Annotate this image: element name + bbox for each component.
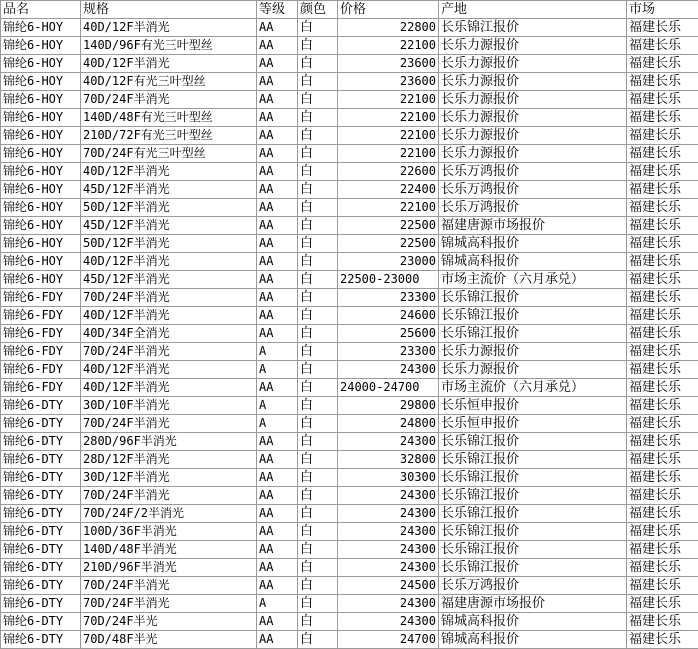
cell-origin[interactable]: 锦城高科报价 bbox=[439, 235, 627, 253]
cell-price[interactable]: 24500 bbox=[338, 577, 439, 595]
table-row bbox=[1, 271, 698, 289]
cell-origin[interactable]: 长乐力源报价 bbox=[439, 55, 627, 73]
cell-price[interactable]: 24000-24700 bbox=[338, 379, 439, 397]
cell-price[interactable]: 22500 bbox=[338, 217, 439, 235]
cell-name[interactable]: 锦纶6-HOY bbox=[1, 73, 81, 91]
cell-market[interactable]: 福建长乐 bbox=[627, 235, 698, 253]
cell-color[interactable]: 白 bbox=[298, 595, 338, 613]
cell-grade[interactable]: AA bbox=[257, 181, 298, 199]
cell-spec[interactable]: 140D/96F有光三叶型丝 bbox=[81, 37, 257, 55]
table-row bbox=[1, 109, 698, 127]
cell-name[interactable]: 锦纶6-DTY bbox=[1, 469, 81, 487]
table-row bbox=[1, 73, 698, 91]
cell-spec[interactable]: 70D/24F/2半消光 bbox=[81, 505, 257, 523]
cell-grade[interactable]: AA bbox=[257, 127, 298, 145]
cell-origin[interactable]: 长乐锦江报价 bbox=[439, 487, 627, 505]
cell-spec[interactable]: 70D/48F半光 bbox=[81, 631, 257, 649]
cell-grade[interactable]: A bbox=[257, 343, 298, 361]
cell-market[interactable]: 福建长乐 bbox=[627, 127, 698, 145]
cell-spec[interactable]: 70D/24F半光 bbox=[81, 613, 257, 631]
cell-spec[interactable]: 140D/48F半消光 bbox=[81, 541, 257, 559]
cell-name[interactable]: 锦纶6-HOY bbox=[1, 91, 81, 109]
cell-market[interactable]: 福建长乐 bbox=[627, 595, 698, 613]
cell-market[interactable]: 福建长乐 bbox=[627, 523, 698, 541]
cell-market[interactable]: 福建长乐 bbox=[627, 577, 698, 595]
cell-origin[interactable]: 长乐力源报价 bbox=[439, 91, 627, 109]
table-row bbox=[1, 397, 698, 415]
cell-name[interactable]: 锦纶6-FDY bbox=[1, 361, 81, 379]
cell-color[interactable]: 白 bbox=[298, 487, 338, 505]
cell-color[interactable]: 白 bbox=[298, 361, 338, 379]
cell-grade[interactable]: AA bbox=[257, 523, 298, 541]
cell-market[interactable]: 福建长乐 bbox=[627, 451, 698, 469]
cell-name[interactable]: 锦纶6-HOY bbox=[1, 253, 81, 271]
cell-color[interactable]: 白 bbox=[298, 109, 338, 127]
cell-price[interactable]: 32800 bbox=[338, 451, 439, 469]
table-row bbox=[1, 433, 698, 451]
table-row bbox=[1, 487, 698, 505]
table-row bbox=[1, 415, 698, 433]
cell-market[interactable]: 福建长乐 bbox=[627, 433, 698, 451]
cell-origin[interactable]: 长乐锦江报价 bbox=[439, 325, 627, 343]
cell-market[interactable]: 福建长乐 bbox=[627, 199, 698, 217]
cell-price[interactable]: 24300 bbox=[338, 541, 439, 559]
cell-origin[interactable]: 锦城高科报价 bbox=[439, 631, 627, 649]
cell-name[interactable]: 锦纶6-DTY bbox=[1, 559, 81, 577]
cell-market[interactable]: 福建长乐 bbox=[627, 109, 698, 127]
cell-spec[interactable]: 45D/12F半消光 bbox=[81, 271, 257, 289]
cell-origin[interactable]: 长乐恒申报价 bbox=[439, 415, 627, 433]
table-row bbox=[1, 631, 698, 649]
table-row bbox=[1, 451, 698, 469]
cell-name[interactable]: 锦纶6-DTY bbox=[1, 595, 81, 613]
cell-name[interactable]: 锦纶6-HOY bbox=[1, 163, 81, 181]
cell-name[interactable]: 锦纶6-DTY bbox=[1, 541, 81, 559]
cell-spec[interactable]: 70D/24F有光三叶型丝 bbox=[81, 145, 257, 163]
cell-spec[interactable]: 70D/24F半消光 bbox=[81, 577, 257, 595]
cell-price[interactable]: 22100 bbox=[338, 91, 439, 109]
cell-market[interactable]: 福建长乐 bbox=[627, 631, 698, 649]
cell-spec[interactable]: 70D/24F半消光 bbox=[81, 343, 257, 361]
cell-origin[interactable]: 长乐力源报价 bbox=[439, 343, 627, 361]
cell-price[interactable]: 23600 bbox=[338, 73, 439, 91]
header-name[interactable]: 品名 bbox=[1, 1, 81, 19]
cell-grade[interactable]: AA bbox=[257, 307, 298, 325]
cell-spec[interactable]: 45D/12F半消光 bbox=[81, 181, 257, 199]
cell-price[interactable]: 24300 bbox=[338, 505, 439, 523]
cell-grade[interactable]: A bbox=[257, 595, 298, 613]
cell-market[interactable]: 福建长乐 bbox=[627, 361, 698, 379]
cell-origin[interactable]: 长乐锦江报价 bbox=[439, 289, 627, 307]
cell-price[interactable]: 22100 bbox=[338, 145, 439, 163]
cell-price[interactable]: 22500-23000 bbox=[338, 271, 439, 289]
cell-origin[interactable]: 长乐恒申报价 bbox=[439, 397, 627, 415]
table-row bbox=[1, 559, 698, 577]
cell-grade[interactable]: AA bbox=[257, 289, 298, 307]
cell-market[interactable]: 福建长乐 bbox=[627, 217, 698, 235]
cell-color[interactable]: 白 bbox=[298, 181, 338, 199]
cell-color[interactable]: 白 bbox=[298, 559, 338, 577]
cell-color[interactable]: 白 bbox=[298, 541, 338, 559]
cell-grade[interactable]: AA bbox=[257, 325, 298, 343]
cell-grade[interactable]: AA bbox=[257, 235, 298, 253]
cell-name[interactable]: 锦纶6-HOY bbox=[1, 145, 81, 163]
cell-name[interactable]: 锦纶6-DTY bbox=[1, 505, 81, 523]
cell-spec[interactable]: 40D/12F半消光 bbox=[81, 253, 257, 271]
cell-name[interactable]: 锦纶6-FDY bbox=[1, 289, 81, 307]
cell-name[interactable]: 锦纶6-DTY bbox=[1, 613, 81, 631]
cell-name[interactable]: 锦纶6-HOY bbox=[1, 181, 81, 199]
cell-spec[interactable]: 28D/12F半消光 bbox=[81, 451, 257, 469]
cell-name[interactable]: 锦纶6-HOY bbox=[1, 199, 81, 217]
cell-spec[interactable]: 45D/12F半消光 bbox=[81, 217, 257, 235]
cell-origin[interactable]: 福建唐源市场报价 bbox=[439, 217, 627, 235]
cell-name[interactable]: 锦纶6-DTY bbox=[1, 631, 81, 649]
table-row bbox=[1, 19, 698, 37]
cell-color[interactable]: 白 bbox=[298, 343, 338, 361]
cell-grade[interactable]: AA bbox=[257, 163, 298, 181]
table-row bbox=[1, 343, 698, 361]
cell-price[interactable]: 25600 bbox=[338, 325, 439, 343]
cell-color[interactable]: 白 bbox=[298, 127, 338, 145]
cell-name[interactable]: 锦纶6-DTY bbox=[1, 451, 81, 469]
cell-grade[interactable]: AA bbox=[257, 271, 298, 289]
table-row bbox=[1, 37, 698, 55]
table-row bbox=[1, 235, 698, 253]
cell-grade[interactable]: AA bbox=[257, 559, 298, 577]
cell-market[interactable]: 福建长乐 bbox=[627, 379, 698, 397]
cell-price[interactable]: 22100 bbox=[338, 109, 439, 127]
cell-name[interactable]: 锦纶6-DTY bbox=[1, 487, 81, 505]
cell-grade[interactable]: AA bbox=[257, 451, 298, 469]
cell-grade[interactable]: A bbox=[257, 361, 298, 379]
cell-grade[interactable]: AA bbox=[257, 433, 298, 451]
cell-grade[interactable]: AA bbox=[257, 37, 298, 55]
cell-color[interactable]: 白 bbox=[298, 19, 338, 37]
cell-spec[interactable]: 70D/24F半消光 bbox=[81, 415, 257, 433]
cell-price[interactable]: 24300 bbox=[338, 595, 439, 613]
cell-price[interactable]: 23600 bbox=[338, 55, 439, 73]
cell-name[interactable]: 锦纶6-DTY bbox=[1, 577, 81, 595]
cell-origin[interactable]: 锦城高科报价 bbox=[439, 613, 627, 631]
cell-color[interactable]: 白 bbox=[298, 217, 338, 235]
cell-origin[interactable]: 长乐万鸿报价 bbox=[439, 181, 627, 199]
cell-market[interactable]: 福建长乐 bbox=[627, 325, 698, 343]
cell-market[interactable]: 福建长乐 bbox=[627, 307, 698, 325]
cell-color[interactable]: 白 bbox=[298, 433, 338, 451]
cell-price[interactable]: 24300 bbox=[338, 433, 439, 451]
cell-spec[interactable]: 70D/24F半消光 bbox=[81, 91, 257, 109]
cell-origin[interactable]: 长乐锦江报价 bbox=[439, 433, 627, 451]
cell-origin[interactable]: 长乐力源报价 bbox=[439, 109, 627, 127]
cell-origin[interactable]: 长乐力源报价 bbox=[439, 37, 627, 55]
cell-color[interactable]: 白 bbox=[298, 145, 338, 163]
cell-color[interactable]: 白 bbox=[298, 451, 338, 469]
cell-origin[interactable]: 长乐锦江报价 bbox=[439, 451, 627, 469]
cell-name[interactable]: 锦纶6-DTY bbox=[1, 415, 81, 433]
cell-origin[interactable]: 长乐万鸿报价 bbox=[439, 163, 627, 181]
cell-name[interactable]: 锦纶6-FDY bbox=[1, 343, 81, 361]
cell-spec[interactable]: 40D/12F半消光 bbox=[81, 19, 257, 37]
cell-market[interactable]: 福建长乐 bbox=[627, 73, 698, 91]
cell-origin[interactable]: 长乐万鸿报价 bbox=[439, 199, 627, 217]
table-row bbox=[1, 505, 698, 523]
cell-name[interactable]: 锦纶6-DTY bbox=[1, 433, 81, 451]
cell-spec[interactable]: 210D/72F有光三叶型丝 bbox=[81, 127, 257, 145]
cell-name[interactable]: 锦纶6-DTY bbox=[1, 397, 81, 415]
cell-color[interactable]: 白 bbox=[298, 631, 338, 649]
cell-origin[interactable]: 长乐力源报价 bbox=[439, 127, 627, 145]
cell-grade[interactable]: AA bbox=[257, 145, 298, 163]
table-row bbox=[1, 217, 698, 235]
cell-name[interactable]: 锦纶6-HOY bbox=[1, 235, 81, 253]
cell-origin[interactable]: 长乐力源报价 bbox=[439, 145, 627, 163]
header-price[interactable]: 价格 bbox=[338, 1, 439, 19]
table-row bbox=[1, 181, 698, 199]
cell-color[interactable]: 白 bbox=[298, 613, 338, 631]
cell-color[interactable]: 白 bbox=[298, 415, 338, 433]
cell-color[interactable]: 白 bbox=[298, 271, 338, 289]
cell-origin[interactable]: 市场主流价（六月承兑） bbox=[439, 379, 627, 397]
cell-name[interactable]: 锦纶6-FDY bbox=[1, 325, 81, 343]
cell-origin[interactable]: 锦城高科报价 bbox=[439, 253, 627, 271]
cell-origin[interactable]: 长乐锦江报价 bbox=[439, 505, 627, 523]
cell-price[interactable]: 24300 bbox=[338, 361, 439, 379]
cell-market[interactable]: 福建长乐 bbox=[627, 487, 698, 505]
table-row bbox=[1, 469, 698, 487]
cell-price[interactable]: 22600 bbox=[338, 163, 439, 181]
table-row bbox=[1, 541, 698, 559]
cell-spec[interactable]: 280D/96F半消光 bbox=[81, 433, 257, 451]
cell-name[interactable]: 锦纶6-HOY bbox=[1, 55, 81, 73]
cell-price[interactable]: 24800 bbox=[338, 415, 439, 433]
cell-grade[interactable]: AA bbox=[257, 379, 298, 397]
cell-grade[interactable]: AA bbox=[257, 577, 298, 595]
cell-color[interactable]: 白 bbox=[298, 325, 338, 343]
cell-market[interactable]: 福建长乐 bbox=[627, 415, 698, 433]
cell-price[interactable]: 22800 bbox=[338, 19, 439, 37]
cell-market[interactable]: 福建长乐 bbox=[627, 397, 698, 415]
table-row bbox=[1, 127, 698, 145]
cell-market[interactable]: 福建长乐 bbox=[627, 37, 698, 55]
cell-color[interactable]: 白 bbox=[298, 289, 338, 307]
table-row bbox=[1, 325, 698, 343]
cell-name[interactable]: 锦纶6-HOY bbox=[1, 37, 81, 55]
cell-market[interactable]: 福建长乐 bbox=[627, 343, 698, 361]
cell-price[interactable]: 22100 bbox=[338, 127, 439, 145]
header-spec[interactable]: 规格 bbox=[81, 1, 257, 19]
cell-origin[interactable]: 长乐锦江报价 bbox=[439, 541, 627, 559]
cell-spec[interactable]: 30D/12F半消光 bbox=[81, 469, 257, 487]
header-color[interactable]: 颜色 bbox=[298, 1, 338, 19]
cell-color[interactable]: 白 bbox=[298, 505, 338, 523]
cell-spec[interactable]: 40D/12F半消光 bbox=[81, 307, 257, 325]
cell-grade[interactable]: AA bbox=[257, 73, 298, 91]
cell-grade[interactable]: AA bbox=[257, 487, 298, 505]
cell-origin[interactable]: 长乐锦江报价 bbox=[439, 559, 627, 577]
cell-price[interactable]: 24300 bbox=[338, 523, 439, 541]
cell-price[interactable]: 24600 bbox=[338, 307, 439, 325]
cell-origin[interactable]: 市场主流价（六月承兑） bbox=[439, 271, 627, 289]
cell-price[interactable]: 24300 bbox=[338, 559, 439, 577]
cell-market[interactable]: 福建长乐 bbox=[627, 181, 698, 199]
cell-grade[interactable]: AA bbox=[257, 631, 298, 649]
cell-grade[interactable]: AA bbox=[257, 613, 298, 631]
cell-price[interactable]: 22500 bbox=[338, 235, 439, 253]
cell-spec[interactable]: 40D/12F半消光 bbox=[81, 379, 257, 397]
cell-spec[interactable]: 50D/12F半消光 bbox=[81, 235, 257, 253]
cell-spec[interactable]: 40D/12F有光三叶型丝 bbox=[81, 73, 257, 91]
table-row bbox=[1, 379, 698, 397]
cell-spec[interactable]: 70D/24F半消光 bbox=[81, 289, 257, 307]
header-row bbox=[1, 1, 698, 19]
cell-price[interactable]: 22100 bbox=[338, 199, 439, 217]
cell-price[interactable]: 22400 bbox=[338, 181, 439, 199]
table-body bbox=[1, 19, 698, 649]
cell-color[interactable]: 白 bbox=[298, 379, 338, 397]
cell-grade[interactable]: AA bbox=[257, 505, 298, 523]
cell-name[interactable]: 锦纶6-FDY bbox=[1, 307, 81, 325]
cell-spec[interactable]: 140D/48F有光三叶型丝 bbox=[81, 109, 257, 127]
cell-color[interactable]: 白 bbox=[298, 163, 338, 181]
cell-origin[interactable]: 长乐锦江报价 bbox=[439, 307, 627, 325]
cell-grade[interactable]: A bbox=[257, 415, 298, 433]
cell-market[interactable]: 福建长乐 bbox=[627, 289, 698, 307]
header-market[interactable]: 市场 bbox=[627, 1, 698, 19]
table-row bbox=[1, 163, 698, 181]
cell-name[interactable]: 锦纶6-HOY bbox=[1, 217, 81, 235]
cell-spec[interactable]: 40D/12F半消光 bbox=[81, 163, 257, 181]
cell-grade[interactable]: AA bbox=[257, 91, 298, 109]
cell-color[interactable]: 白 bbox=[298, 577, 338, 595]
cell-market[interactable]: 福建长乐 bbox=[627, 91, 698, 109]
cell-origin[interactable]: 长乐锦江报价 bbox=[439, 19, 627, 37]
table-row bbox=[1, 253, 698, 271]
table-row bbox=[1, 199, 698, 217]
cell-color[interactable]: 白 bbox=[298, 55, 338, 73]
cell-origin[interactable]: 长乐力源报价 bbox=[439, 73, 627, 91]
cell-price[interactable]: 24700 bbox=[338, 631, 439, 649]
cell-color[interactable]: 白 bbox=[298, 199, 338, 217]
cell-color[interactable]: 白 bbox=[298, 91, 338, 109]
cell-origin[interactable]: 长乐锦江报价 bbox=[439, 523, 627, 541]
cell-grade[interactable]: AA bbox=[257, 55, 298, 73]
table-row bbox=[1, 613, 698, 631]
table-row bbox=[1, 145, 698, 163]
cell-color[interactable]: 白 bbox=[298, 235, 338, 253]
cell-color[interactable]: 白 bbox=[298, 397, 338, 415]
cell-spec[interactable]: 100D/36F半消光 bbox=[81, 523, 257, 541]
cell-price[interactable]: 29800 bbox=[338, 397, 439, 415]
table-row bbox=[1, 55, 698, 73]
cell-grade[interactable]: AA bbox=[257, 469, 298, 487]
cell-name[interactable]: 锦纶6-HOY bbox=[1, 127, 81, 145]
cell-name[interactable]: 锦纶6-HOY bbox=[1, 271, 81, 289]
cell-spec[interactable]: 70D/24F半消光 bbox=[81, 595, 257, 613]
cell-color[interactable]: 白 bbox=[298, 469, 338, 487]
cell-spec[interactable]: 40D/12F半消光 bbox=[81, 55, 257, 73]
cell-origin[interactable]: 福建唐源市场报价 bbox=[439, 595, 627, 613]
cell-origin[interactable]: 长乐万鸿报价 bbox=[439, 577, 627, 595]
cell-color[interactable]: 白 bbox=[298, 73, 338, 91]
header-origin[interactable]: 产地 bbox=[439, 1, 627, 19]
cell-spec[interactable]: 30D/10F半消光 bbox=[81, 397, 257, 415]
cell-grade[interactable]: AA bbox=[257, 253, 298, 271]
table-row bbox=[1, 595, 698, 613]
cell-origin[interactable]: 长乐力源报价 bbox=[439, 361, 627, 379]
cell-name[interactable]: 锦纶6-HOY bbox=[1, 19, 81, 37]
table-row bbox=[1, 361, 698, 379]
cell-color[interactable]: 白 bbox=[298, 253, 338, 271]
cell-color[interactable]: 白 bbox=[298, 37, 338, 55]
cell-price[interactable]: 22100 bbox=[338, 37, 439, 55]
cell-market[interactable]: 福建长乐 bbox=[627, 613, 698, 631]
cell-grade[interactable]: AA bbox=[257, 199, 298, 217]
cell-market[interactable]: 福建长乐 bbox=[627, 469, 698, 487]
cell-spec[interactable]: 40D/34F全消光 bbox=[81, 325, 257, 343]
cell-grade[interactable]: AA bbox=[257, 19, 298, 37]
cell-price[interactable]: 23300 bbox=[338, 343, 439, 361]
cell-price[interactable]: 23300 bbox=[338, 289, 439, 307]
cell-color[interactable]: 白 bbox=[298, 523, 338, 541]
header-grade[interactable]: 等级 bbox=[257, 1, 298, 19]
cell-name[interactable]: 锦纶6-HOY bbox=[1, 109, 81, 127]
table-row bbox=[1, 91, 698, 109]
cell-spec[interactable]: 70D/24F半消光 bbox=[81, 487, 257, 505]
cell-market[interactable]: 福建长乐 bbox=[627, 271, 698, 289]
table-row bbox=[1, 523, 698, 541]
cell-market[interactable]: 福建长乐 bbox=[627, 559, 698, 577]
cell-market[interactable]: 福建长乐 bbox=[627, 55, 698, 73]
cell-market[interactable]: 福建长乐 bbox=[627, 541, 698, 559]
cell-grade[interactable]: AA bbox=[257, 217, 298, 235]
cell-market[interactable]: 福建长乐 bbox=[627, 505, 698, 523]
cell-name[interactable]: 锦纶6-DTY bbox=[1, 523, 81, 541]
table-row bbox=[1, 307, 698, 325]
cell-spec[interactable]: 50D/12F半消光 bbox=[81, 199, 257, 217]
cell-price[interactable]: 30300 bbox=[338, 469, 439, 487]
cell-market[interactable]: 福建长乐 bbox=[627, 19, 698, 37]
cell-spec[interactable]: 40D/12F半消光 bbox=[81, 361, 257, 379]
cell-grade[interactable]: A bbox=[257, 397, 298, 415]
cell-grade[interactable]: AA bbox=[257, 541, 298, 559]
cell-market[interactable]: 福建长乐 bbox=[627, 253, 698, 271]
cell-grade[interactable]: AA bbox=[257, 109, 298, 127]
cell-price[interactable]: 24300 bbox=[338, 487, 439, 505]
cell-market[interactable]: 福建长乐 bbox=[627, 145, 698, 163]
cell-price[interactable]: 23000 bbox=[338, 253, 439, 271]
table-row bbox=[1, 289, 698, 307]
cell-color[interactable]: 白 bbox=[298, 307, 338, 325]
cell-market[interactable]: 福建长乐 bbox=[627, 163, 698, 181]
table-row bbox=[1, 577, 698, 595]
cell-spec[interactable]: 210D/96F半消光 bbox=[81, 559, 257, 577]
cell-origin[interactable]: 长乐锦江报价 bbox=[439, 469, 627, 487]
cell-name[interactable]: 锦纶6-FDY bbox=[1, 379, 81, 397]
cell-price[interactable]: 24300 bbox=[338, 613, 439, 631]
